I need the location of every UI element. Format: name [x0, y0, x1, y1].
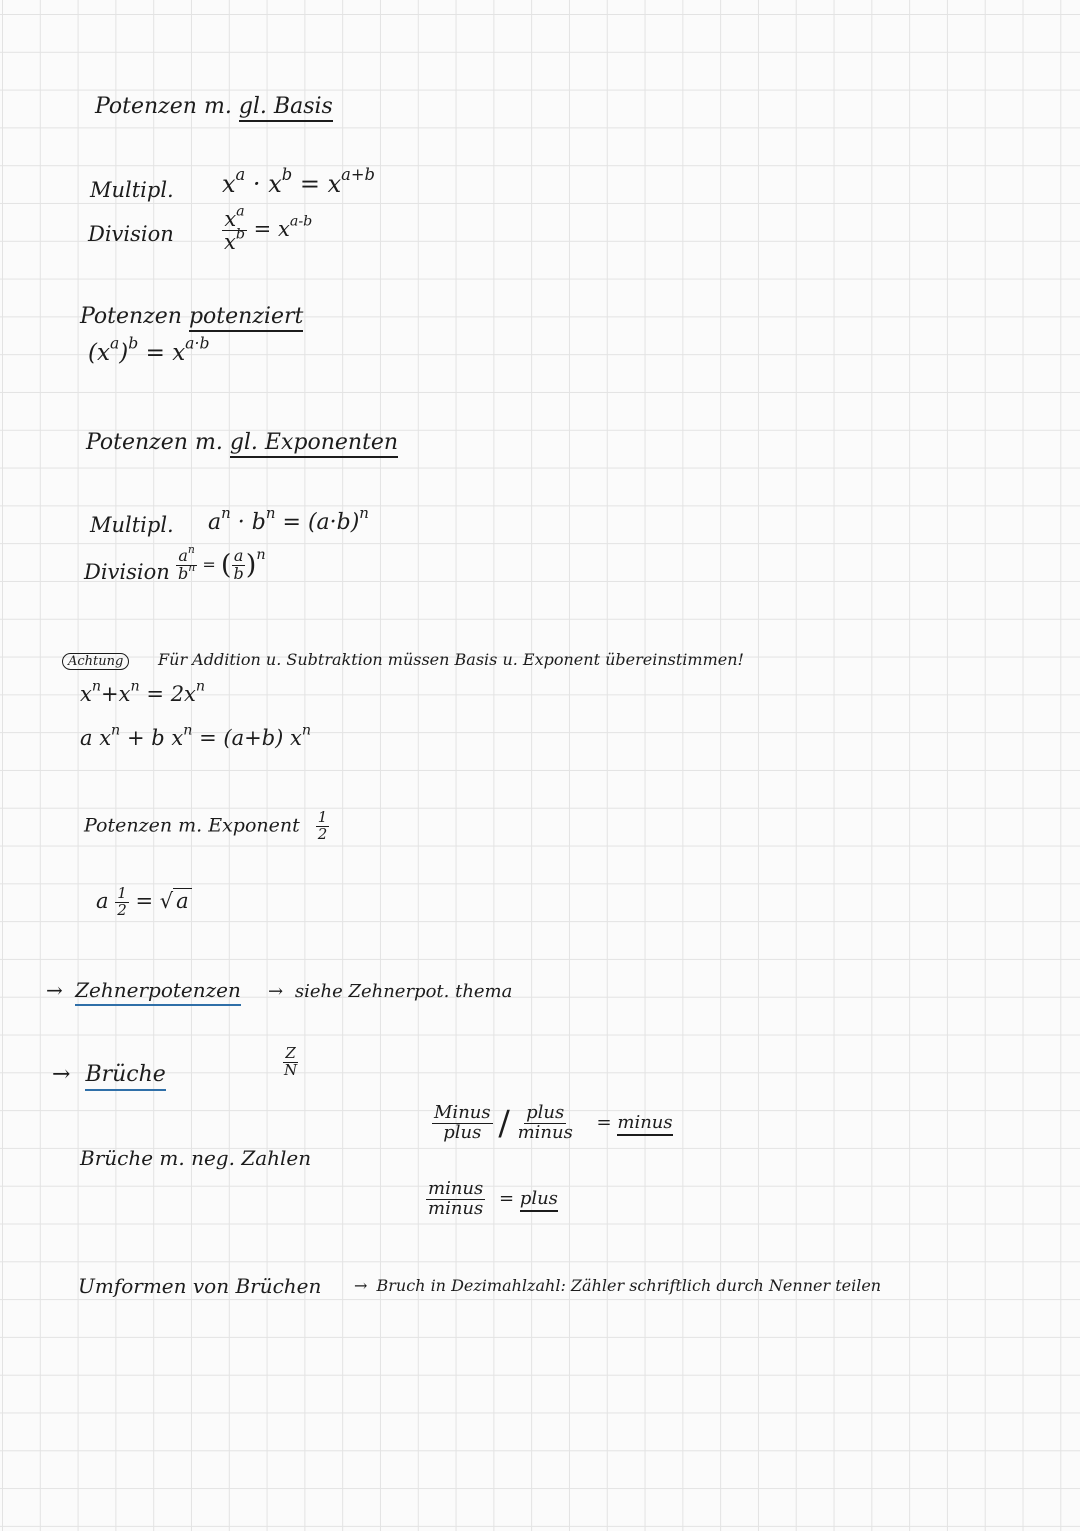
denominator: 2: [317, 824, 328, 843]
f-exp: a-b: [289, 213, 313, 230]
f-part: x: [268, 170, 282, 198]
numerator: plus: [526, 1102, 565, 1123]
fraction: [222, 203, 247, 255]
siehe-line: [268, 983, 512, 1001]
f-exp: b: [235, 226, 245, 243]
numerator: Z: [285, 1044, 296, 1062]
f-part: (a+b) x: [223, 726, 302, 750]
heading-potenzen-exponent-half: [84, 810, 329, 843]
heading-underlined: gl. Exponenten: [230, 430, 398, 458]
f-part: =: [135, 888, 154, 913]
brueche-label: Brüche: [85, 1062, 165, 1091]
f-part: =: [498, 1188, 515, 1210]
f-part: ·: [252, 170, 261, 198]
f-exp: a: [236, 203, 245, 220]
f-part: x: [224, 207, 237, 231]
denominator: b: [233, 563, 244, 583]
fraction: [516, 1104, 575, 1143]
f-part: 2x: [170, 682, 196, 706]
formula-sqrt: [96, 886, 192, 919]
fraction-z-n: [282, 1046, 299, 1079]
fraction: [432, 1104, 493, 1143]
label-multipl-1: Multipl.: [90, 178, 174, 202]
heading-underlined: potenziert: [189, 304, 303, 332]
f-part: +: [126, 726, 145, 750]
numerator: a: [233, 546, 244, 565]
f-exp: n: [359, 503, 369, 522]
heading-potenzen-potenziert: [80, 306, 303, 328]
heading-potenzen-gl-exponenten: [86, 432, 398, 454]
result-plus: plus: [520, 1188, 558, 1212]
fraction-half: [316, 810, 330, 843]
achtung-note: [62, 648, 744, 669]
radicand: a: [173, 888, 192, 913]
f-part: =: [282, 510, 301, 535]
denominator: N: [284, 1060, 298, 1079]
numerator: Minus: [434, 1102, 491, 1123]
f-part: x: [80, 682, 92, 706]
f-exp: n: [256, 547, 266, 563]
denominator: minus: [517, 1121, 573, 1143]
heading-part: Potenzen m.: [95, 94, 232, 119]
arrow-right-icon: →: [46, 978, 63, 1002]
arrow-right-icon: →: [268, 981, 284, 1002]
label-division-1: Division: [88, 222, 174, 246]
brueche-line: [52, 1064, 166, 1086]
f-part: a x: [80, 726, 112, 750]
f-part: b: [251, 510, 266, 535]
f-exp: n: [221, 503, 231, 522]
f-part: b x: [151, 726, 184, 750]
f-part: =: [146, 682, 164, 706]
f-exp: b: [128, 333, 139, 353]
f-exp: a: [109, 333, 120, 353]
f-part: =: [253, 217, 272, 242]
slash: /: [498, 1103, 510, 1144]
denominator: plus: [443, 1121, 482, 1143]
f-part: x: [277, 217, 290, 242]
heading-part: Potenzen m.: [86, 430, 223, 455]
f-part: =: [202, 554, 216, 574]
f-exp: a·b: [185, 333, 210, 353]
fraction: [426, 1180, 485, 1219]
formula-div-exponent: [176, 542, 266, 583]
zehnerpotenzen-line: [46, 980, 241, 1000]
formula-addition-2: [80, 722, 312, 750]
formula-potenziert: [88, 333, 210, 366]
rule-minus-plus: [432, 1104, 673, 1143]
denominator: minus: [428, 1197, 484, 1219]
f-part: =: [145, 340, 165, 366]
f-part: x: [118, 682, 131, 706]
siehe-text: siehe Zehnerpot. thema: [294, 981, 513, 1002]
label-multipl-2: Multipl.: [90, 513, 174, 537]
achtung-badge: Achtung: [62, 653, 129, 670]
f-exp: n: [187, 542, 195, 556]
f-part: ·: [237, 510, 245, 535]
f-exp: b: [281, 164, 293, 184]
f-exp: a+b: [341, 164, 375, 184]
f-part: a: [178, 546, 188, 565]
rule-minus-minus: [426, 1180, 558, 1219]
result-minus: minus: [617, 1112, 672, 1136]
f-part: x: [224, 230, 236, 255]
paren-open: (: [220, 549, 232, 581]
exponent-fraction: [115, 886, 129, 919]
denominator: [176, 560, 197, 583]
sqrt-icon: √: [159, 888, 174, 913]
f-part: (a·b): [307, 510, 360, 535]
f-part: b: [178, 563, 189, 583]
f-part: ): [119, 340, 129, 366]
denominator: [222, 226, 247, 255]
f-part: =: [299, 170, 320, 198]
fraction: [282, 1046, 299, 1079]
f-exp: n: [188, 560, 196, 574]
umformen-text: Bruch in Dezimahlzahl: Zähler schriftlich durch Nenner teilen: [376, 1276, 882, 1295]
heading-potenzen-gl-basis: [95, 96, 333, 118]
f-exp: a: [235, 164, 246, 184]
arrow-right-icon: →: [354, 1276, 368, 1295]
f-exp: n: [183, 722, 193, 739]
f-part: x: [222, 170, 236, 198]
numerator: 1: [317, 808, 328, 826]
f-exp: n: [91, 678, 102, 695]
f-exp: n: [195, 678, 206, 695]
formula-mult-basis: [222, 164, 375, 198]
f-part: a: [96, 888, 109, 913]
fraction: [176, 542, 197, 583]
f-part: +: [101, 682, 119, 706]
f-part: =: [596, 1112, 612, 1134]
f-exp: n: [265, 503, 276, 522]
formula-addition-1: [80, 678, 206, 706]
denominator: 2: [117, 900, 127, 919]
formula-div-basis: [222, 203, 313, 255]
arrow-right-icon: →: [52, 1062, 71, 1087]
paren-close: ): [245, 549, 257, 581]
fraction-inner: [231, 548, 245, 583]
heading-brueche-neg-zahlen: Brüche m. neg. Zahlen: [80, 1146, 312, 1170]
f-exp: n: [130, 678, 140, 695]
label-division-2: Division: [84, 560, 170, 584]
f-part: x: [172, 340, 186, 366]
f-part: a: [208, 510, 222, 535]
heading-part: Potenzen m. Exponent: [84, 814, 300, 837]
f-exp: n: [111, 722, 121, 739]
heading-underlined: gl. Basis: [239, 94, 333, 122]
numerator: minus: [428, 1178, 484, 1199]
zehnerpotenzen-label: Zehnerpotenzen: [75, 978, 241, 1006]
f-part: x: [327, 170, 342, 198]
f-part: (x: [88, 340, 110, 366]
achtung-text: Für Addition u. Subtraktion müssen Basis u. Exponent übereinstimmen!: [158, 650, 744, 669]
formula-mult-exponent: [208, 503, 369, 535]
umformen-rule: [354, 1278, 881, 1294]
heading-part: Potenzen: [80, 304, 182, 329]
heading-umformen: Umformen von Brüchen: [78, 1274, 322, 1298]
numerator: 1: [117, 884, 127, 902]
f-part: =: [199, 726, 217, 750]
f-exp: n: [301, 722, 312, 739]
